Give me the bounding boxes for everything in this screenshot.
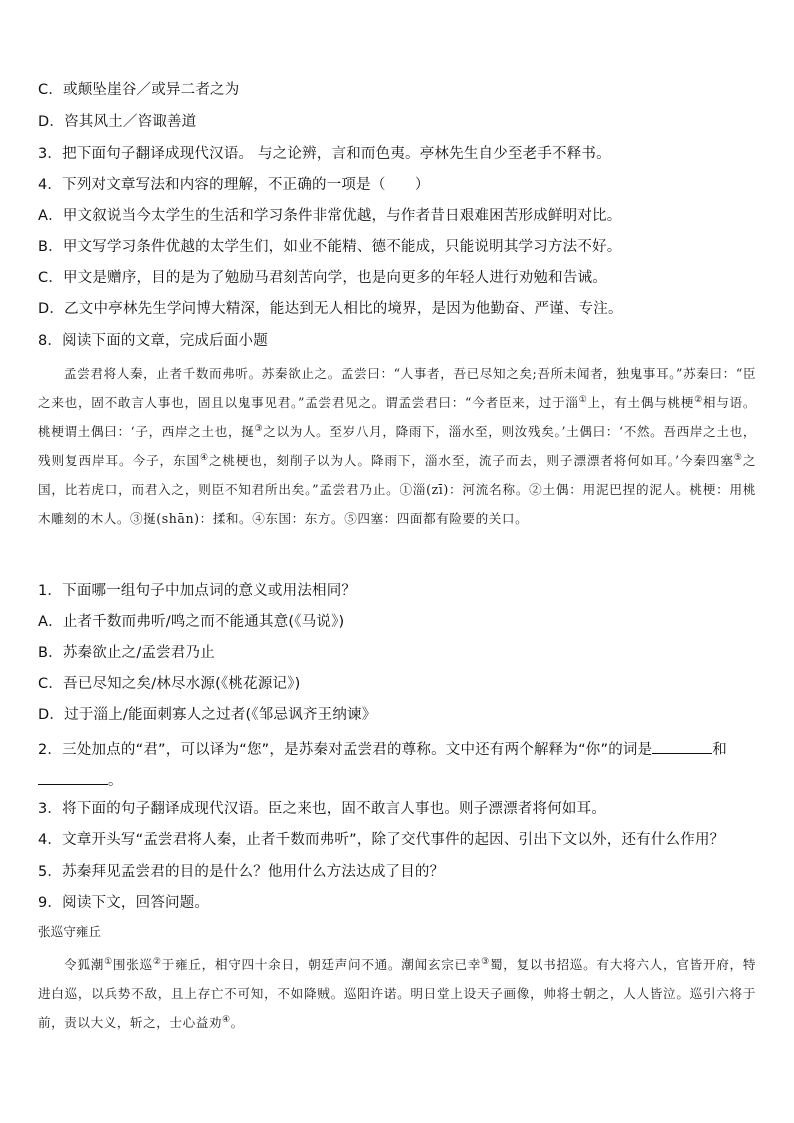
question-9-heading: 9．阅读下文，回答问题。	[38, 895, 210, 911]
q4-option-a: A．甲文叙说当今太学生的生活和学习条件非常优越，与作者昔日艰难困苦形成鲜明对比。	[38, 208, 622, 224]
subq1-option-b: B．苏秦欲止之/孟尝君乃止	[38, 645, 215, 661]
subquestion-2-text: 2．三处加点的“君”，可以译为“您”，是苏秦对孟尝君的尊称。文中还有两个解释为“你”的词是	[38, 742, 653, 758]
subquestion-2	[38, 737, 764, 760]
subquestion-2-continuation	[38, 768, 764, 791]
passage-text: 令狐潮	[64, 957, 105, 972]
subquestion-3: 3．将下面的句子翻译成现代汉语。臣之来也，固不敢言人事也。则子漂漂者将何如耳。	[38, 801, 607, 817]
answer-blank[interactable]	[652, 737, 712, 754]
subquestion-1: 1．下面哪一组句子中加点词的意义或用法相同？	[38, 583, 357, 599]
passage-text: 。	[230, 1015, 244, 1030]
passage-text: 孟尝君将人秦，止者千数而弗听。苏秦欲止之。孟尝曰：“人事者，吾已尽知之矣;吾所未闻者，独鬼事耳。”苏秦曰：“臣之来也，固不敢言人事也，固且以鬼事见君。”孟尝君见之。谓孟尝君曰：“今者臣来，过于淄	[38, 366, 756, 410]
option-c-line: C．或颠坠崖谷／或异二者之为	[38, 82, 240, 98]
option-d-line: D．咨其风土／咨诹善道	[38, 114, 197, 130]
footnote-marker: ⑤	[733, 452, 743, 463]
passage-text: 上，有土偶与桃梗	[587, 395, 695, 410]
subq1-option-c: C．吾已尽知之矣/林尽水源(《桃花源记》)	[38, 676, 301, 692]
subq1-option-d: D．过于淄上/能面刺寡人之过者(《邹忌讽齐王纳谏》	[38, 707, 377, 723]
passage-text: 之以为人。至岁八月，降雨下，淄水至，则汝残矣。’土偶曰：‘不然。吾西岸之土也，残则复西岸耳。今子，东国	[38, 424, 757, 468]
q4-option-d: D．乙文中亭林先生学问博大精深，能达到无人相比的境界，是因为他勤奋、严谨、专注。	[38, 301, 623, 317]
passage-title: 张巡守雍丘	[38, 924, 101, 939]
passage-mengchangjun	[38, 359, 756, 533]
footnote-marker: ③	[481, 956, 490, 967]
footnote-marker: ①	[104, 956, 113, 967]
passage-zhangxun	[38, 950, 756, 1037]
passage-text: 蜀，复以书招巡。有大将六人，官皆开府，特进白巡，以兵势不敌，且上存亡不可知，不如降贼。巡阳许诺。明日堂上设天子画像，帅将士朝之，人人皆泣。巡引六将于前，责以大义，斩之，士心益劝	[38, 957, 757, 1030]
footnote-marker: ②	[694, 394, 703, 405]
question-8-heading: 8．阅读下面的文章，完成后面小题	[38, 333, 268, 349]
question-4-heading: 4．下列对文章写法和内容的理解，不正确的一项是（ ）	[38, 177, 430, 193]
passage-text: 围张巡	[112, 957, 153, 972]
footnote-marker: ③	[254, 423, 264, 434]
q4-option-b: B．甲文写学习条件优越的太学生们，如业不能精、德不能成，只能说明其学习方法不好。	[38, 239, 622, 255]
footnote-marker: ①	[578, 394, 588, 405]
passage-text: 之国，比若虎口，而君入之，则臣不知君所出矣。”孟尝君乃止。①淄(zī)：河流名称。②土偶：用泥巴捏的泥人。桃梗：用桃木雕刻的木人。③挻(shān)：揉和。④东国：东方。⑤四塞：四面都有险要的关口。	[38, 453, 757, 526]
subquestion-2-and: 和	[712, 742, 727, 758]
footnote-marker: ④	[199, 452, 209, 463]
subquestion-4: 4．文章开头写“孟尝君将人秦，止者千数而弗听”，除了交代事件的起因、引出下文以外，还有什么作用？	[38, 832, 725, 848]
passage-text: 于雍丘，相守四十余日，朝廷声问不通。潮闻玄宗已幸	[161, 957, 482, 972]
passage-text: 相与语。桃梗谓土偶曰：‘子，西岸之土也，挻	[38, 395, 756, 439]
subq1-option-a: A．止者千数而弗听/鸣之而不能通其意(《马说》)	[38, 614, 345, 630]
subquestion-5: 5．苏秦拜见孟尝君的目的是什么？他用什么方法达成了目的？	[38, 864, 445, 880]
answer-blank[interactable]	[38, 768, 108, 785]
q4-option-c: C．甲文是赠序，目的是为了勉励马君刻苦向学，也是向更多的年轻人进行劝勉和告诫。	[38, 270, 607, 286]
footnote-marker: ②	[152, 956, 162, 967]
subquestion-2-end: 。	[108, 773, 123, 789]
passage-text: 之桃梗也，刻削子以为人。降雨下，淄水至，流子而去，则子漂漂者将何如耳。’今秦四塞	[208, 453, 734, 468]
footnote-marker: ④	[222, 1014, 231, 1025]
question-3-translate: 3．把下面句子翻译成现代汉语。 与之论辨，言和而色夷。亭林先生自少至老手不释书。	[38, 146, 611, 162]
